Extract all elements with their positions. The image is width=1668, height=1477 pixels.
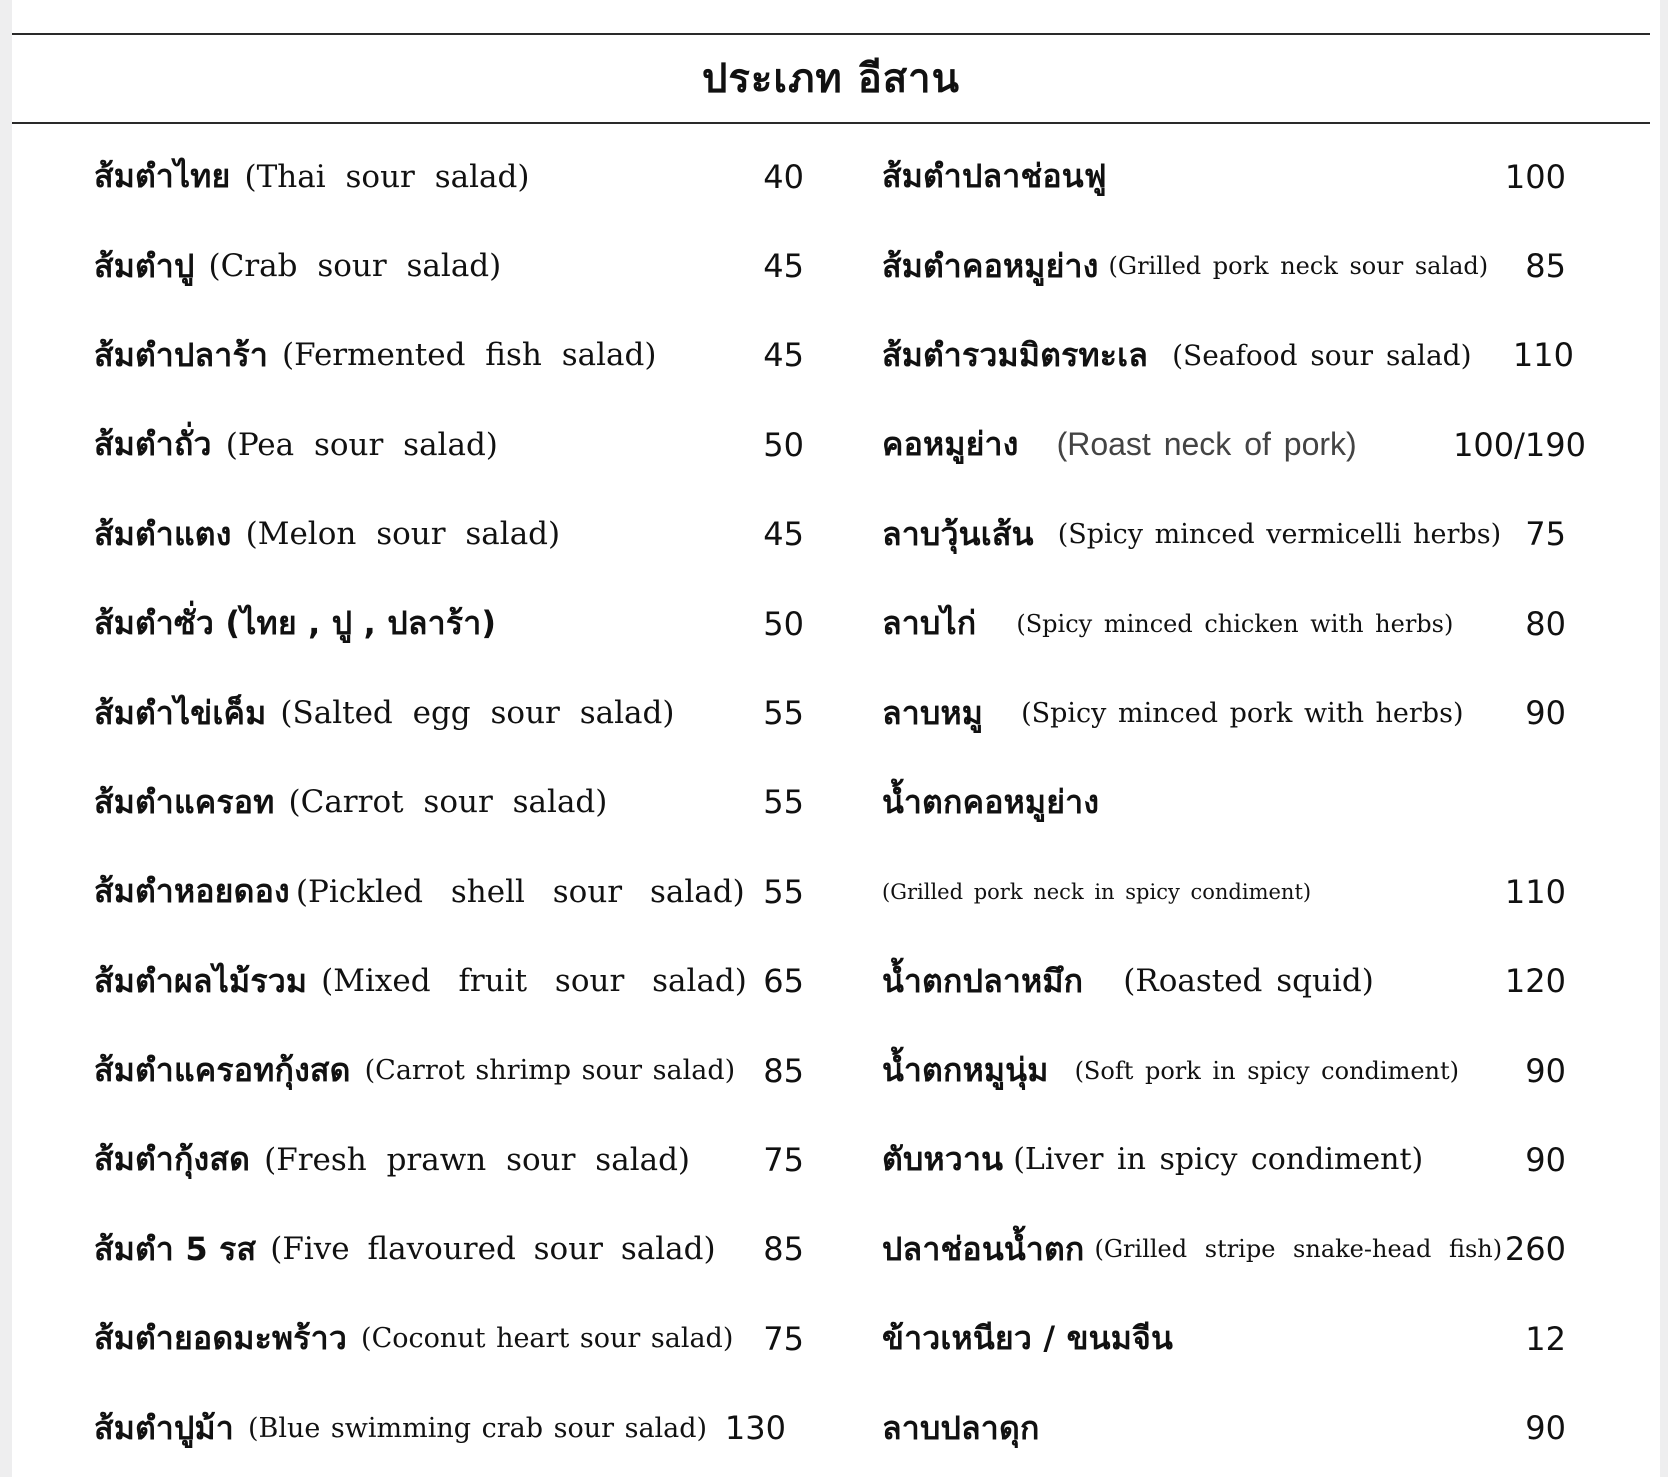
- menu-item: [94, 132, 814, 221]
- item-price: 50: [763, 425, 804, 464]
- item-thai-name: ส้มตำแตง: [94, 514, 232, 553]
- item-english-name: (Five flavoured sour salad): [270, 1231, 716, 1268]
- item-english-name: (Soft pork in spicy condiment): [1074, 1056, 1459, 1085]
- item-english-name: (Liver in spicy condiment): [1013, 1142, 1424, 1178]
- menu-item: [94, 1294, 814, 1383]
- menu-item: [882, 221, 1582, 310]
- item-price: 75: [763, 1319, 804, 1358]
- page-edge-left: [0, 0, 12, 1477]
- item-thai-name: น้ำตกปลาหมึก: [882, 961, 1084, 1000]
- menu-column-right: [882, 132, 1586, 1473]
- item-english-name: (Pea sour salad): [225, 426, 498, 463]
- item-thai-name: ลาบไก่: [882, 604, 977, 643]
- menu-item: [882, 490, 1582, 579]
- item-thai-name: ส้มตำปูม้า: [94, 1408, 234, 1447]
- menu-item: [94, 1115, 814, 1204]
- item-english-name: (Grilled pork neck sour salad): [1108, 252, 1489, 281]
- item-price: 110: [1512, 336, 1574, 375]
- item-english-name: (Melon sour salad): [245, 516, 561, 553]
- item-price: 90: [1525, 694, 1566, 733]
- item-english-name: (Mixed fruit sour salad): [321, 963, 747, 1000]
- item-thai-name: ปลาช่อนน้ำตก: [882, 1229, 1085, 1268]
- item-english-name: (Roast neck of pork): [1056, 426, 1357, 463]
- item-english-name: (Roasted squid): [1123, 963, 1374, 1000]
- item-english-name: (Crab sour salad): [208, 248, 502, 285]
- item-price: 75: [1525, 515, 1566, 554]
- item-price: 40: [763, 157, 804, 196]
- menu-item: [94, 668, 814, 757]
- item-english-name: (Carrot shrimp sour salad): [364, 1055, 736, 1087]
- item-thai-name: น้ำตกหมูนุ่ม: [882, 1051, 1049, 1090]
- item-thai-name: คอหมูย่าง: [882, 425, 1019, 464]
- item-thai-name: ส้มตำรวมมิตรทะเล: [882, 335, 1149, 374]
- item-english-name: (Fresh prawn sour salad): [264, 1141, 691, 1178]
- menu-item: [94, 221, 814, 310]
- menu-item: [94, 579, 814, 668]
- menu-item: [882, 937, 1582, 1026]
- menu-item: [882, 1294, 1582, 1383]
- item-thai-name: ส้มตำถั่ว: [94, 425, 212, 464]
- item-thai-name: ส้มตำกุ้งสด: [94, 1140, 251, 1179]
- item-english-name: (Pickled shell sour salad): [295, 873, 745, 910]
- item-english-name: (Seafood sour salad): [1172, 338, 1472, 372]
- item-price: 90: [1525, 1409, 1566, 1448]
- item-english-name: (Spicy minced vermicelli herbs): [1057, 518, 1502, 550]
- item-price: 75: [763, 1140, 804, 1179]
- menu-item: [882, 668, 1582, 757]
- item-thai-name: ตับหวาน: [882, 1140, 1004, 1179]
- page-edge-right: [1660, 0, 1668, 1477]
- menu-item: [94, 311, 814, 400]
- item-english-name: (Spicy minced chicken with herbs): [1016, 609, 1454, 638]
- menu-column-left: [94, 132, 814, 1473]
- item-price: 120: [1504, 962, 1566, 1001]
- item-english-name: (Fermented fish salad): [282, 337, 657, 374]
- item-thai-name: ส้มตำคอหมูย่าง: [882, 246, 1099, 285]
- item-thai-name: ลาบวุ้นเส้น: [882, 514, 1034, 553]
- menu-item: [882, 758, 1582, 847]
- menu-item: [882, 1205, 1582, 1294]
- item-thai-name: น้ำตกคอหมูย่าง: [882, 782, 1100, 821]
- item-thai-name: ส้มตำปู: [94, 246, 195, 285]
- item-english-name: (Coconut heart sour salad): [361, 1323, 734, 1355]
- item-price: 90: [1525, 1140, 1566, 1179]
- menu-item: [94, 847, 814, 936]
- item-price: 12: [1525, 1319, 1566, 1358]
- menu-item: [882, 1115, 1582, 1204]
- menu-item: [94, 758, 814, 847]
- item-price: 130: [724, 1409, 786, 1448]
- item-price: 260: [1504, 1230, 1566, 1269]
- item-price: 100: [1504, 157, 1566, 196]
- menu-item: [94, 1205, 814, 1294]
- item-thai-name: ส้มตำซั่ว (ไทย , ปู , ปลาร้า): [94, 604, 497, 643]
- item-price: 85: [763, 1230, 804, 1269]
- menu-section-title: ประเภท อีสาน: [702, 56, 960, 102]
- item-price: 85: [1525, 247, 1566, 286]
- item-thai-name: ส้มตำปลาร้า: [94, 335, 269, 374]
- item-thai-name: ส้มตำแครอท: [94, 782, 275, 821]
- menu-item: [94, 1383, 814, 1472]
- item-thai-name: ส้มตำหอยดอง: [94, 872, 290, 911]
- item-english-name: (Grilled stripe snake-head fish): [1094, 1235, 1503, 1264]
- item-price: 55: [763, 783, 804, 822]
- item-thai-name: ส้มตำ 5 รส: [94, 1229, 257, 1268]
- item-thai-name: ส้มตำยอดมะพร้าว: [94, 1319, 348, 1358]
- item-thai-name: ลาบหมู: [882, 693, 984, 732]
- item-english-name: (Blue swimming crab sour salad): [247, 1412, 708, 1444]
- menu-item: [882, 1383, 1582, 1472]
- item-english-name: (Carrot sour salad): [288, 784, 608, 821]
- item-price: 55: [763, 694, 804, 733]
- item-thai-name: ส้มตำไทย: [94, 157, 231, 196]
- item-price: 80: [1525, 604, 1566, 643]
- item-thai-name: ส้มตำผลไม้รวม: [94, 961, 308, 1000]
- item-thai-name: ส้มตำปลาช่อนฟู: [882, 157, 1107, 196]
- item-price: 45: [763, 247, 804, 286]
- item-english-name: (Salted egg sour salad): [280, 695, 675, 732]
- header-bottom-rule: [12, 122, 1650, 124]
- menu-item: [94, 490, 814, 579]
- item-price: 85: [763, 1051, 804, 1090]
- item-price: 65: [763, 962, 804, 1001]
- menu-item: [882, 1026, 1582, 1115]
- menu-item: [882, 132, 1582, 221]
- menu-item: [94, 1026, 814, 1115]
- item-thai-name: ข้าวเหนียว / ขนมจีน: [882, 1319, 1174, 1358]
- menu-item: [882, 579, 1582, 668]
- item-price: 90: [1525, 1051, 1566, 1090]
- item-english-name: (Thai sour salad): [244, 158, 530, 195]
- item-price: 55: [763, 872, 804, 911]
- item-price: 110: [1504, 872, 1566, 911]
- menu-item: [94, 400, 814, 489]
- menu-item: [882, 400, 1586, 489]
- item-english-name: (Spicy minced pork with herbs): [1021, 697, 1464, 729]
- menu-item: [882, 311, 1582, 400]
- item-price: 45: [763, 515, 804, 554]
- item-english-name: (Grilled pork neck in spicy condiment): [882, 879, 1312, 904]
- item-price: 100/190: [1453, 425, 1586, 464]
- item-thai-name: ส้มตำแครอทกุ้งสด: [94, 1051, 351, 1090]
- item-price: 45: [763, 336, 804, 375]
- menu-item: [94, 937, 814, 1026]
- item-price: 50: [763, 604, 804, 643]
- header-top-rule: [12, 33, 1650, 35]
- item-thai-name: ลาบปลาดุก: [882, 1408, 1040, 1447]
- item-thai-name: ส้มตำไข่เค็ม: [94, 693, 267, 732]
- menu-item: [882, 847, 1582, 936]
